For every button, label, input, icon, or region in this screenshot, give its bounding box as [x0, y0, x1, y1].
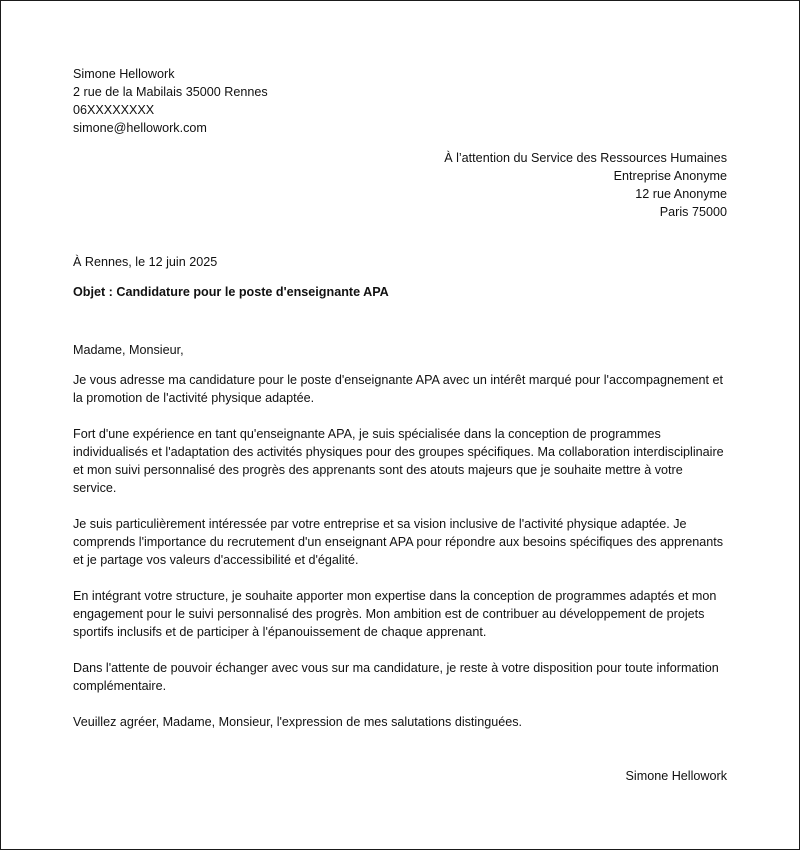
letter-paragraph: Fort d'une expérience en tant qu'enseignante APA, je suis spécialisée dans la conception de programmes individualisés et l'adaptation des activités physiques pour des groupes spécifiques. Ma collaboration interdisciplinaire et mon suivi personnalisé des progrès des apprenants sont des atouts majeurs que je souhaite mettre à votre service.: [73, 427, 724, 495]
letter-subject: Objet : Candidature pour le poste d'enseignante APA: [73, 285, 389, 299]
letter-body: [73, 341, 729, 749]
letter-paragraph: Dans l'attente de pouvoir échanger avec vous sur ma candidature, je reste à votre disposition pour toute information complémentaire.: [73, 661, 719, 693]
letter-signature: Simone Hellowork: [625, 769, 727, 783]
letter-paragraph: En intégrant votre structure, je souhaite apporter mon expertise dans la conception de programmes adaptés et mon engagement pour le suivi personnalisé des progrès. Mon ambition est de contribuer au développement de projets sportifs inclusifs et de participer à l'épanouissement de chaque apprenant.: [73, 589, 717, 639]
sender-block: [73, 65, 268, 137]
sender-phone: 06XXXXXXXX: [73, 103, 155, 117]
letter-paragraph: Je vous adresse ma candidature pour le poste d'enseignante APA avec un intérêt marqué pour l'accompagnement et la promotion de l'activité physique adaptée.: [73, 373, 724, 405]
recipient-street: 12 rue Anonyme: [635, 187, 727, 201]
recipient-city: Paris 75000: [659, 205, 727, 219]
letter-paragraph: Je suis particulièrement intéressée par votre entreprise et sa vision inclusive de l'activité physique adaptée. Je comprends l'importance du recrutement d'un enseignant APA pour répondre aux besoins spécifiques des apprenants et je partage vos valeurs d'accessibilité et d'égalité.: [73, 517, 724, 567]
recipient-attention: À l’attention du Service des Ressources Humaines: [444, 151, 727, 165]
letter-closing: Veuillez agréer, Madame, Monsieur, l'expression de mes salutations distinguées.: [73, 715, 523, 729]
sender-address: 2 rue de la Mabilais 35000 Rennes: [73, 85, 268, 99]
sender-email: simone@hellowork.com: [73, 121, 207, 135]
sender-name: Simone Hellowork: [73, 67, 175, 81]
letter-greeting: Madame, Monsieur,: [73, 343, 184, 357]
recipient-company: Entreprise Anonyme: [613, 169, 727, 183]
letter-date: À Rennes, le 12 juin 2025: [73, 255, 218, 269]
recipient-block: [444, 149, 727, 221]
